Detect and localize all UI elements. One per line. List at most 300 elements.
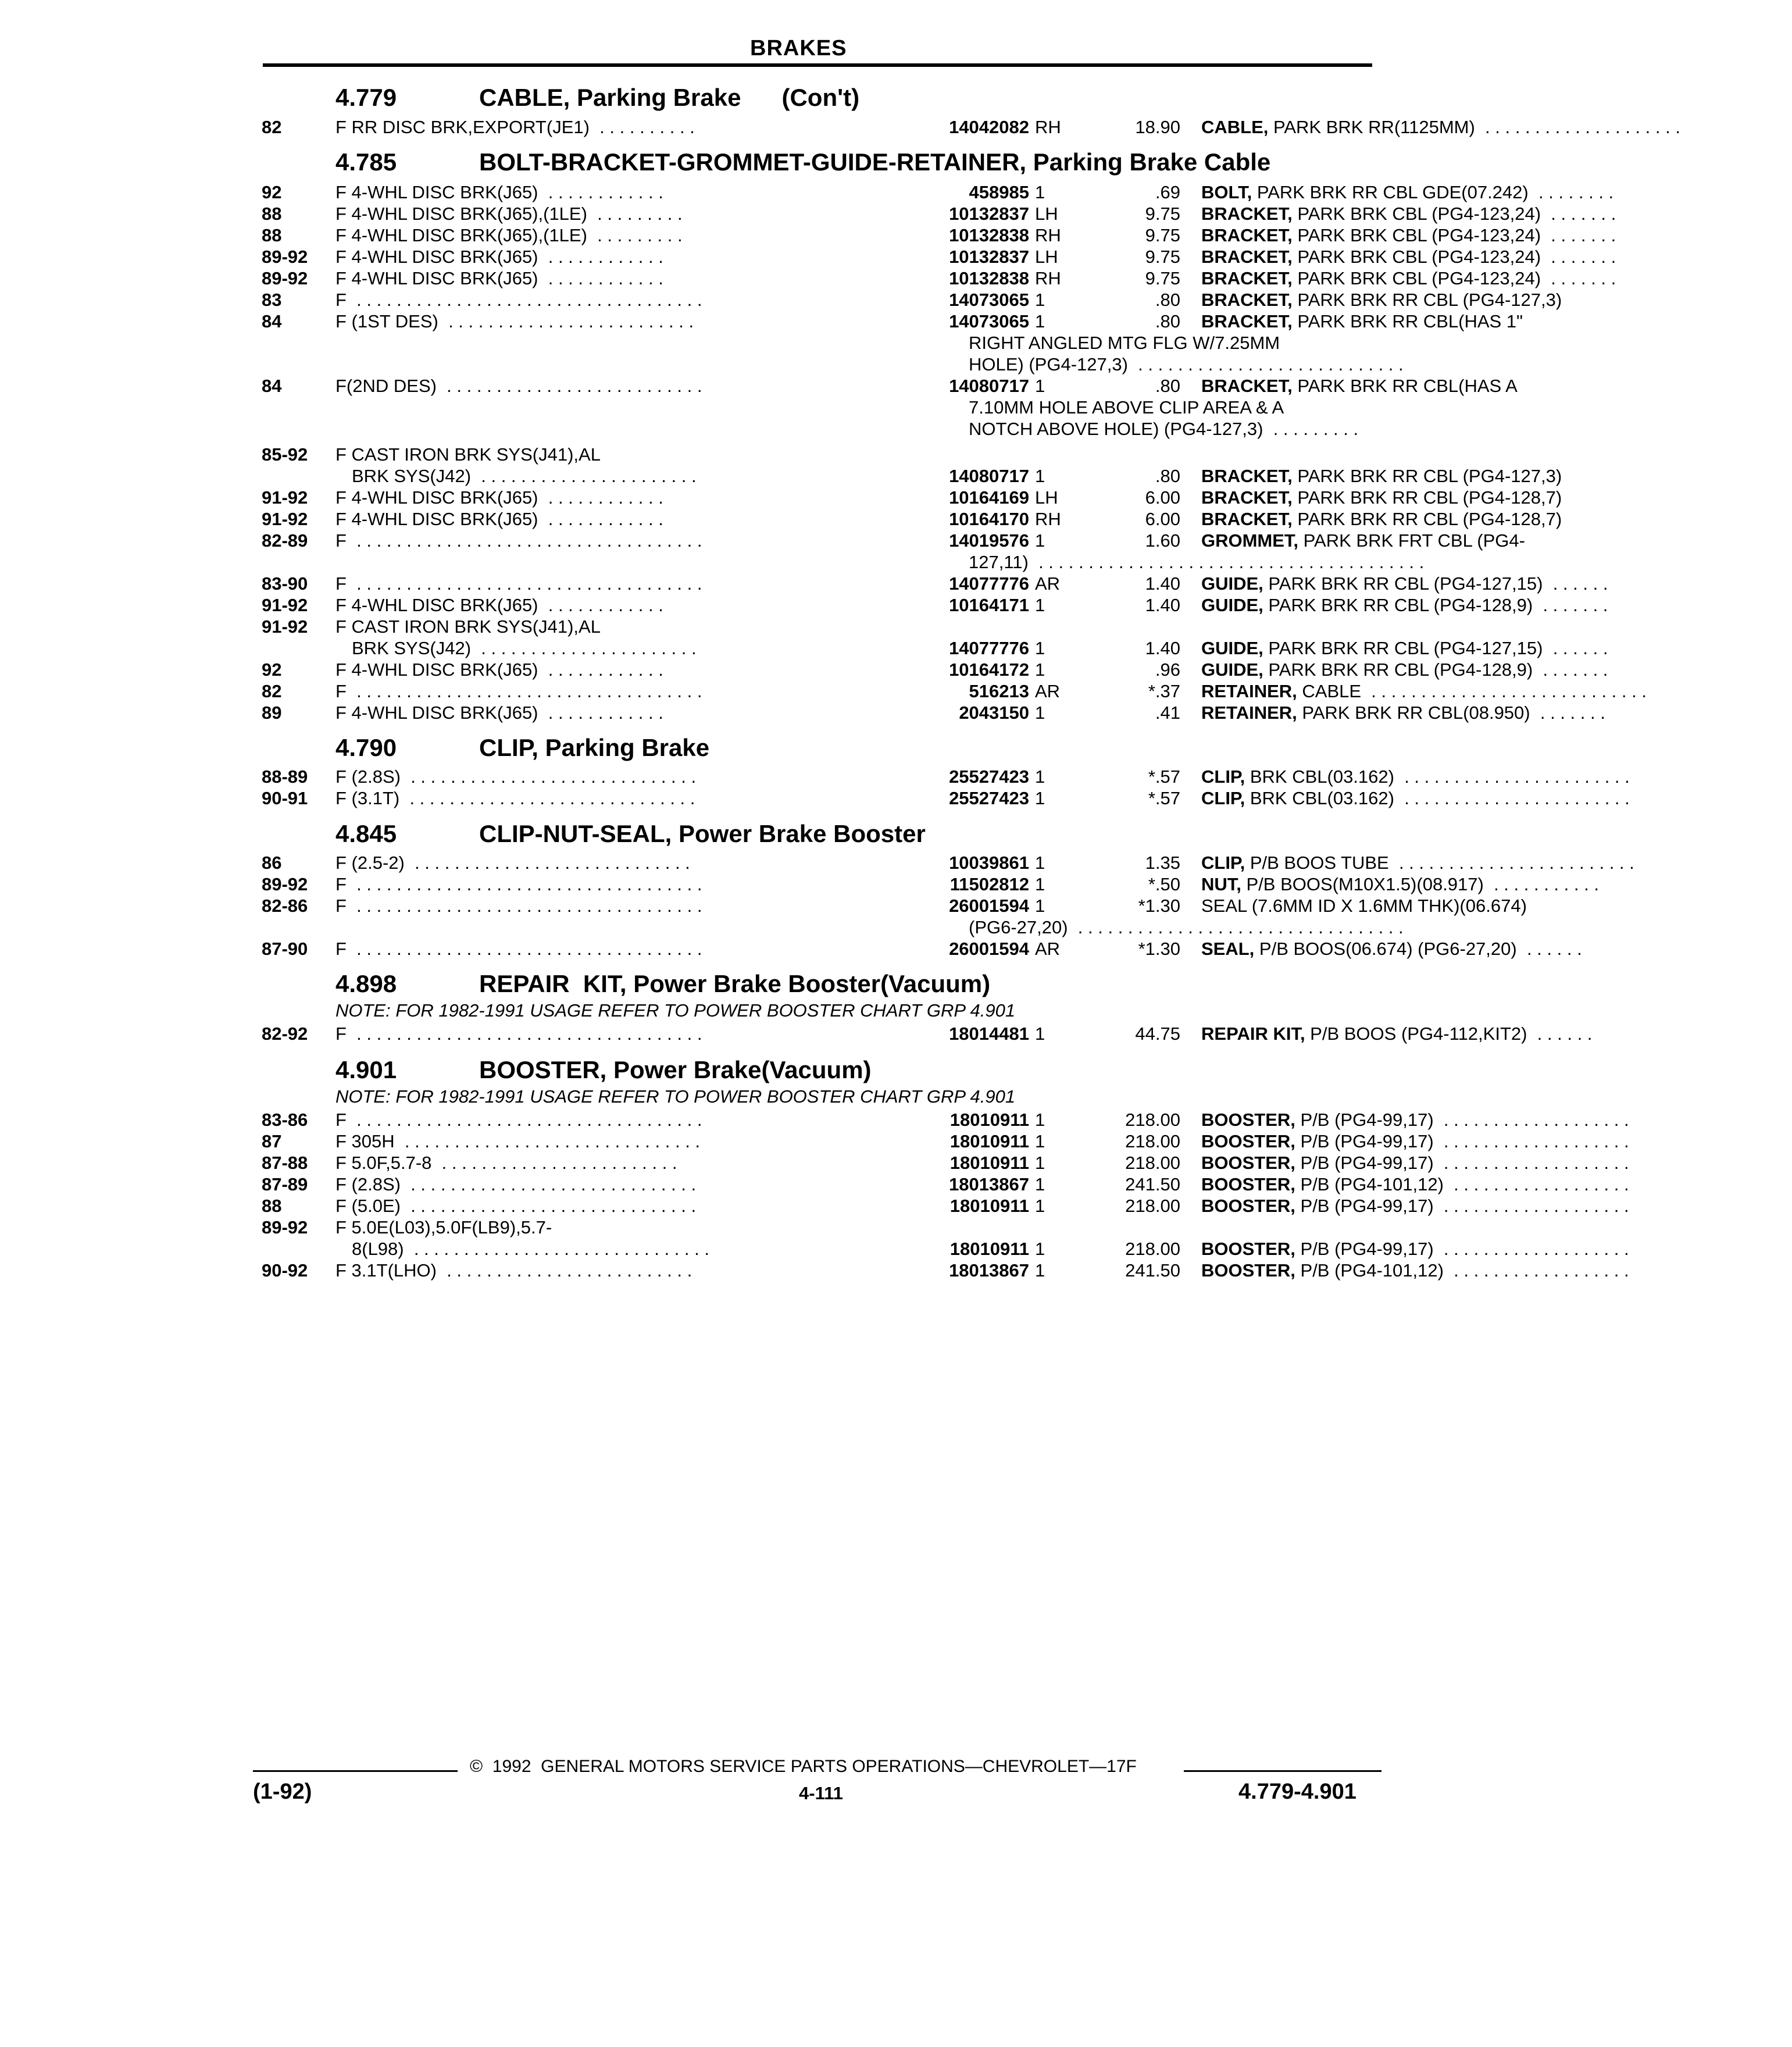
item-name: BOOSTER, xyxy=(1201,1174,1295,1194)
footer-copyright: © 1992 GENERAL MOTORS SERVICE PARTS OPERATIONS—CHEVROLET—17F xyxy=(470,1757,1137,1776)
row-years: 90-91 xyxy=(262,788,308,808)
parts-row xyxy=(262,573,1608,594)
row-years: 91-92 xyxy=(262,509,308,529)
section-heading xyxy=(335,820,926,848)
item-name: BRACKET, xyxy=(1201,204,1293,224)
parts-row xyxy=(262,873,1599,895)
row-part-number: 10039861 xyxy=(843,852,1029,873)
parts-row xyxy=(262,1174,1629,1195)
item-name: BRACKET, xyxy=(1201,509,1293,529)
row-years: 87 xyxy=(262,1131,282,1151)
row-years: 88 xyxy=(262,225,282,245)
row-quantity: 1 xyxy=(1035,874,1045,894)
usage-continuation: 8(L98) . . . . . . . . . . . . . . . . . . . . . . . . . . . . . . xyxy=(352,1239,709,1259)
description-continuation: 7.10MM HOLE ABOVE CLIP AREA & A xyxy=(969,397,1284,418)
item-name: GUIDE, xyxy=(1201,638,1263,658)
description-continuation: HOLE) (PG4-127,3) . . . . . . . . . . . . . . . . . . . . . . . . . . . xyxy=(969,354,1404,375)
parts-row xyxy=(262,116,1680,138)
header-rule xyxy=(263,63,1372,67)
row-part-number: 10164171 xyxy=(843,594,1029,616)
row-part-number: 18010911 xyxy=(843,1109,1029,1131)
row-description: BOOSTER, P/B (PG4-99,17) . . . . . . . . . . . . . . . . . . . xyxy=(1201,1239,1629,1259)
parts-row xyxy=(262,895,1527,916)
parts-row xyxy=(262,787,1630,809)
row-usage: F (2.8S) . . . . . . . . . . . . . . . . . . . . . . . . . . . . . xyxy=(335,766,697,787)
row-usage: F 4-WHL DISC BRK(J65) . . . . . . . . . . . . xyxy=(335,268,663,288)
item-name: BRACKET, xyxy=(1201,311,1293,331)
row-usage: F . . . . . . . . . . . . . . . . . . . . . . . . . . . . . . . . . . . xyxy=(335,573,702,594)
row-quantity: LH xyxy=(1035,487,1058,508)
row-description: BRACKET, PARK BRK CBL (PG4-123,24) . . . . . . . xyxy=(1201,247,1616,267)
row-description: BRACKET, PARK BRK CBL (PG4-123,24) . . . . . . . xyxy=(1201,225,1616,245)
row-price: *1.30 xyxy=(1138,896,1180,916)
page-number: 4-111 xyxy=(799,1783,843,1803)
parts-row xyxy=(262,487,1562,508)
section-title: BOOSTER, Power Brake(Vacuum) xyxy=(479,1056,872,1083)
row-part-number: 14080717 xyxy=(843,465,1029,487)
row-description: GUIDE, PARK BRK RR CBL (PG4-127,15) . . . . . . xyxy=(1201,638,1608,658)
row-description: BOOSTER, P/B (PG4-99,17) . . . . . . . . . . . . . . . . . . . xyxy=(1201,1153,1629,1173)
row-price: 6.00 xyxy=(1145,487,1180,508)
row-part-number: 18010911 xyxy=(843,1152,1029,1174)
parts-row xyxy=(262,1131,1629,1152)
item-name: REPAIR KIT, xyxy=(1201,1024,1305,1044)
parts-row xyxy=(262,766,1630,787)
row-price: 6.00 xyxy=(1145,509,1180,529)
row-years: 84 xyxy=(262,311,282,331)
row-part-number: 26001594 xyxy=(843,938,1029,960)
row-usage: F 3.1T(LHO) . . . . . . . . . . . . . . . . . . . . . . . . . xyxy=(335,1260,692,1281)
row-usage: F . . . . . . . . . . . . . . . . . . . . . . . . . . . . . . . . . . . xyxy=(335,290,702,310)
row-quantity: 1 xyxy=(1035,788,1045,808)
parts-row xyxy=(262,1217,1373,1238)
row-usage: F . . . . . . . . . . . . . . . . . . . . . . . . . . . . . . . . . . . xyxy=(335,530,702,551)
row-description: SEAL (7.6MM ID X 1.6MM THK)(06.674) xyxy=(1201,896,1527,916)
row-years: 82-86 xyxy=(262,896,308,916)
section-title: REPAIR KIT, Power Brake Booster(Vacuum) xyxy=(479,970,991,997)
parts-row xyxy=(262,702,1605,723)
item-name: CABLE, xyxy=(1201,117,1269,137)
row-description: BRACKET, PARK BRK RR CBL (PG4-127,3) xyxy=(1201,290,1562,310)
row-years: 84 xyxy=(262,376,282,396)
row-part-number: 10132837 xyxy=(843,203,1029,224)
parts-row xyxy=(262,616,1373,637)
footer-rule xyxy=(1184,1770,1382,1772)
row-usage: F 5.0E(L03),5.0F(LB9),5.7- xyxy=(335,1217,552,1238)
parts-row xyxy=(262,680,1647,702)
parts-row xyxy=(262,1023,1593,1044)
row-price: *.57 xyxy=(1148,766,1180,787)
row-quantity: 1 xyxy=(1035,702,1045,723)
row-price: .69 xyxy=(1155,182,1180,202)
row-price: .41 xyxy=(1155,702,1180,723)
row-price: 218.00 xyxy=(1125,1110,1180,1130)
row-description: NUT, P/B BOOS(M10X1.5)(08.917) . . . . . . . . . . . xyxy=(1201,874,1599,894)
row-quantity: 1 xyxy=(1035,766,1045,787)
parts-row xyxy=(262,268,1616,289)
row-part-number: 18010911 xyxy=(843,1195,1029,1217)
row-years: 88 xyxy=(262,1196,282,1216)
row-part-number: 14077776 xyxy=(843,637,1029,659)
parts-row xyxy=(262,311,1523,332)
row-part-number: 10164169 xyxy=(843,487,1029,508)
row-description: CABLE, PARK BRK RR(1125MM) . . . . . . . . . . . . . . . . . . . . xyxy=(1201,117,1680,137)
row-years: 92 xyxy=(262,659,282,680)
row-description: BOOSTER, P/B (PG4-99,17) . . . . . . . . . . . . . . . . . . . xyxy=(1201,1196,1629,1216)
row-years: 91-92 xyxy=(262,487,308,508)
row-price: *.37 xyxy=(1148,681,1180,701)
row-usage: F 4-WHL DISC BRK(J65) . . . . . . . . . . . . xyxy=(335,182,663,202)
row-usage: F . . . . . . . . . . . . . . . . . . . . . . . . . . . . . . . . . . . xyxy=(335,874,702,894)
parts-row xyxy=(262,1260,1629,1281)
row-quantity: 1 xyxy=(1035,853,1045,873)
item-name: BOLT, xyxy=(1201,182,1252,202)
row-usage: F 5.0F,5.7-8 . . . . . . . . . . . . . . . . . . . . . . . . xyxy=(335,1153,677,1173)
row-usage: F 4-WHL DISC BRK(J65) . . . . . . . . . . . . xyxy=(335,702,663,723)
row-price: *1.30 xyxy=(1138,939,1180,959)
item-name: GROMMET, xyxy=(1201,530,1299,551)
row-usage: F 4-WHL DISC BRK(J65) . . . . . . . . . . . . xyxy=(335,247,663,267)
row-quantity: 1 xyxy=(1035,896,1045,916)
row-description: GUIDE, PARK BRK RR CBL (PG4-128,9) . . . . . . . xyxy=(1201,595,1608,615)
item-name: GUIDE, xyxy=(1201,573,1263,594)
row-years: 87-89 xyxy=(262,1174,308,1194)
row-part-number: 10132837 xyxy=(843,246,1029,268)
row-price: 9.75 xyxy=(1145,225,1180,245)
item-name: BOOSTER, xyxy=(1201,1260,1295,1281)
usage-note: NOTE: FOR 1982-1991 USAGE REFER TO POWER BOOSTER CHART GRP 4.901 xyxy=(335,1000,1016,1021)
row-description: BRACKET, PARK BRK RR CBL(HAS A xyxy=(1201,376,1518,396)
row-description: CLIP, BRK CBL(03.162) . . . . . . . . . . . . . . . . . . . . . . . xyxy=(1201,766,1630,787)
item-name: BRACKET, xyxy=(1201,247,1293,267)
row-usage: F (5.0E) . . . . . . . . . . . . . . . . . . . . . . . . . . . . . xyxy=(335,1196,697,1216)
row-price: .80 xyxy=(1155,376,1180,396)
row-years: 87-90 xyxy=(262,939,308,959)
row-price: .96 xyxy=(1155,659,1180,680)
footer-rule xyxy=(253,1770,458,1772)
footer-date: (1-92) xyxy=(253,1779,312,1804)
row-part-number: 18014481 xyxy=(843,1023,1029,1044)
row-part-number: 14077776 xyxy=(843,573,1029,594)
row-quantity: 1 xyxy=(1035,466,1045,486)
row-years: 89-92 xyxy=(262,247,308,267)
row-usage: F 4-WHL DISC BRK(J65),(1LE) . . . . . . . . . xyxy=(335,204,683,224)
row-description: BOLT, PARK BRK RR CBL GDE(07.242) . . . . . . . . xyxy=(1201,182,1614,202)
usage-continuation: BRK SYS(J42) . . . . . . . . . . . . . . . . . . . . . . xyxy=(352,466,697,486)
row-years: 87-88 xyxy=(262,1153,308,1173)
row-description: GUIDE, PARK BRK RR CBL (PG4-128,9) . . . . . . . xyxy=(1201,659,1608,680)
row-part-number: 14080717 xyxy=(843,375,1029,397)
row-description: SEAL, P/B BOOS(06.674) (PG6-27,20) . . . . . . xyxy=(1201,939,1582,959)
row-usage: F 4-WHL DISC BRK(J65) . . . . . . . . . . . . xyxy=(335,487,663,508)
row-usage: F (1ST DES) . . . . . . . . . . . . . . . . . . . . . . . . . xyxy=(335,311,694,331)
row-years: 89-92 xyxy=(262,268,308,288)
row-quantity: AR xyxy=(1035,939,1061,959)
row-usage: F . . . . . . . . . . . . . . . . . . . . . . . . . . . . . . . . . . . xyxy=(335,939,702,959)
row-usage: F . . . . . . . . . . . . . . . . . . . . . . . . . . . . . . . . . . . xyxy=(335,1024,702,1044)
row-description: BRACKET, PARK BRK RR CBL(HAS 1" xyxy=(1201,311,1523,331)
row-price: 1.35 xyxy=(1145,853,1180,873)
section-heading xyxy=(335,970,990,998)
row-part-number: 14073065 xyxy=(843,289,1029,311)
row-quantity: 1 xyxy=(1035,1174,1045,1194)
row-quantity: 1 xyxy=(1035,530,1045,551)
row-years: 82-92 xyxy=(262,1024,308,1044)
row-description: CLIP, P/B BOOS TUBE . . . . . . . . . . . . . . . . . . . . . . . . xyxy=(1201,853,1634,873)
row-price: .80 xyxy=(1155,311,1180,331)
row-price: 44.75 xyxy=(1135,1024,1180,1044)
group-range: 4.779-4.901 xyxy=(1238,1779,1357,1804)
parts-row xyxy=(262,444,1373,465)
row-part-number: 10164170 xyxy=(843,508,1029,530)
row-description: CLIP, BRK CBL(03.162) . . . . . . . . . . . . . . . . . . . . . . . xyxy=(1201,788,1630,808)
description-continuation: NOTCH ABOVE HOLE) (PG4-127,3) . . . . . . . . . xyxy=(969,419,1359,439)
row-price: 18.90 xyxy=(1135,117,1180,137)
row-description: BOOSTER, P/B (PG4-99,17) . . . . . . . . . . . . . . . . . . . xyxy=(1201,1131,1629,1151)
row-usage: F . . . . . . . . . . . . . . . . . . . . . . . . . . . . . . . . . . . xyxy=(335,681,702,701)
row-quantity: RH xyxy=(1035,509,1061,529)
parts-row xyxy=(262,181,1614,203)
section-heading xyxy=(335,148,1270,176)
row-price: .80 xyxy=(1155,466,1180,486)
row-years: 86 xyxy=(262,853,282,873)
row-quantity: 1 xyxy=(1035,1239,1045,1259)
row-quantity: RH xyxy=(1035,268,1061,288)
row-quantity: AR xyxy=(1035,573,1061,594)
row-quantity: 1 xyxy=(1035,1131,1045,1151)
row-description: BOOSTER, P/B (PG4-101,12) . . . . . . . . . . . . . . . . . . xyxy=(1201,1260,1629,1281)
row-quantity: RH xyxy=(1035,225,1061,245)
row-description: BRACKET, PARK BRK RR CBL (PG4-127,3) xyxy=(1201,466,1562,486)
row-price: 9.75 xyxy=(1145,204,1180,224)
row-years: 82 xyxy=(262,681,282,701)
section-number: 4.898 xyxy=(335,970,397,997)
parts-row xyxy=(262,224,1616,246)
row-usage: F CAST IRON BRK SYS(J41),AL xyxy=(335,444,601,465)
row-description: BOOSTER, P/B (PG4-99,17) . . . . . . . . . . . . . . . . . . . xyxy=(1201,1110,1629,1130)
row-years: 92 xyxy=(262,182,282,202)
row-quantity: 1 xyxy=(1035,376,1045,396)
row-price: 1.40 xyxy=(1145,573,1180,594)
row-price: 1.40 xyxy=(1145,595,1180,615)
item-name: BRACKET, xyxy=(1201,268,1293,288)
row-part-number: 14073065 xyxy=(843,311,1029,332)
row-years: 89 xyxy=(262,702,282,723)
row-usage: F 4-WHL DISC BRK(J65),(1LE) . . . . . . . . . xyxy=(335,225,683,245)
section-number: 4.779 xyxy=(335,84,397,111)
item-name: GUIDE, xyxy=(1201,659,1263,680)
row-part-number: 10132838 xyxy=(843,268,1029,289)
row-quantity: 1 xyxy=(1035,1260,1045,1281)
row-usage: F 4-WHL DISC BRK(J65) . . . . . . . . . . . . xyxy=(335,595,663,615)
description-continuation: (PG6-27,20) . . . . . . . . . . . . . . . . . . . . . . . . . . . . . . . . . xyxy=(969,917,1404,937)
row-usage: F 4-WHL DISC BRK(J65) . . . . . . . . . . . . xyxy=(335,659,663,680)
item-name: CLIP, xyxy=(1201,853,1245,873)
item-name: BRACKET, xyxy=(1201,376,1293,396)
row-years: 88 xyxy=(262,204,282,224)
row-usage: F . . . . . . . . . . . . . . . . . . . . . . . . . . . . . . . . . . . xyxy=(335,896,702,916)
row-description: GUIDE, PARK BRK RR CBL (PG4-127,15) . . . . . . xyxy=(1201,573,1608,594)
row-years: 89-92 xyxy=(262,1217,308,1238)
row-price: 9.75 xyxy=(1145,268,1180,288)
parts-row xyxy=(262,203,1616,224)
item-name: BRACKET, xyxy=(1201,290,1293,310)
row-usage: F (2.5-2) . . . . . . . . . . . . . . . . . . . . . . . . . . . . xyxy=(335,853,690,873)
description-continuation: 127,11) . . . . . . . . . . . . . . . . . . . . . . . . . . . . . . . . . . . . . . . xyxy=(969,552,1425,572)
item-name: SEAL, xyxy=(1201,939,1255,959)
row-part-number: 26001594 xyxy=(843,895,1029,916)
parts-row xyxy=(262,289,1562,311)
row-part-number: 458985 xyxy=(843,181,1029,203)
item-name: RETAINER, xyxy=(1201,681,1297,701)
row-description: BRACKET, PARK BRK CBL (PG4-123,24) . . . . . . . xyxy=(1201,268,1616,288)
row-description: RETAINER, PARK BRK RR CBL(08.950) . . . . . . . xyxy=(1201,702,1605,723)
section-heading xyxy=(335,734,709,762)
row-years: 83-86 xyxy=(262,1110,308,1130)
row-part-number: 18010911 xyxy=(843,1131,1029,1152)
row-price: 218.00 xyxy=(1125,1239,1180,1259)
item-name: CLIP, xyxy=(1201,788,1245,808)
item-name: BOOSTER, xyxy=(1201,1110,1295,1130)
parts-row xyxy=(262,1195,1629,1217)
row-price: 1.60 xyxy=(1145,530,1180,551)
row-price: 218.00 xyxy=(1125,1196,1180,1216)
row-years: 82 xyxy=(262,117,282,137)
row-part-number: 25527423 xyxy=(843,787,1029,809)
parts-row xyxy=(262,594,1608,616)
parts-row xyxy=(262,659,1608,680)
row-part-number: 14042082 xyxy=(843,116,1029,138)
row-years: 89-92 xyxy=(262,874,308,894)
usage-continuation: BRK SYS(J42) . . . . . . . . . . . . . . . . . . . . . . xyxy=(352,638,697,658)
row-quantity: 1 xyxy=(1035,1196,1045,1216)
row-part-number: 25527423 xyxy=(843,766,1029,787)
row-usage: F 305H . . . . . . . . . . . . . . . . . . . . . . . . . . . . . . xyxy=(335,1131,701,1151)
row-quantity: RH xyxy=(1035,117,1061,137)
row-price: 241.50 xyxy=(1125,1174,1180,1194)
item-name: BRACKET, xyxy=(1201,466,1293,486)
row-price: 218.00 xyxy=(1125,1153,1180,1173)
row-years: 82-89 xyxy=(262,530,308,551)
row-quantity: AR xyxy=(1035,681,1061,701)
item-name: BOOSTER, xyxy=(1201,1131,1295,1151)
section-title: CLIP-NUT-SEAL, Power Brake Booster xyxy=(479,820,926,847)
parts-row xyxy=(262,1109,1629,1131)
parts-row xyxy=(262,246,1616,268)
row-usage: F (3.1T) . . . . . . . . . . . . . . . . . . . . . . . . . . . . . xyxy=(335,788,695,808)
item-name: BOOSTER, xyxy=(1201,1196,1295,1216)
row-years: 91-92 xyxy=(262,595,308,615)
row-quantity: 1 xyxy=(1035,595,1045,615)
parts-row xyxy=(262,1152,1629,1174)
row-usage: F RR DISC BRK,EXPORT(JE1) . . . . . . . . . . xyxy=(335,117,695,137)
row-price: .80 xyxy=(1155,290,1180,310)
item-name: GUIDE, xyxy=(1201,595,1263,615)
item-name: RETAINER, xyxy=(1201,702,1297,723)
row-quantity: 1 xyxy=(1035,659,1045,680)
row-part-number: 10164172 xyxy=(843,659,1029,680)
section-number: 4.845 xyxy=(335,820,397,847)
parts-row xyxy=(262,530,1525,551)
item-name: BOOSTER, xyxy=(1201,1153,1295,1173)
row-part-number: 18013867 xyxy=(843,1260,1029,1281)
row-quantity: 1 xyxy=(1035,1110,1045,1130)
row-quantity: 1 xyxy=(1035,290,1045,310)
usage-note: NOTE: FOR 1982-1991 USAGE REFER TO POWER BOOSTER CHART GRP 4.901 xyxy=(335,1086,1016,1107)
section-heading xyxy=(335,84,859,112)
section-number: 4.785 xyxy=(335,148,397,176)
row-price: 241.50 xyxy=(1125,1260,1180,1281)
row-part-number: 14019576 xyxy=(843,530,1029,551)
row-quantity: 1 xyxy=(1035,1153,1045,1173)
row-price: 218.00 xyxy=(1125,1131,1180,1151)
row-usage: F CAST IRON BRK SYS(J41),AL xyxy=(335,616,601,637)
row-description: BRACKET, PARK BRK RR CBL (PG4-128,7) xyxy=(1201,487,1562,508)
row-usage: F (2.8S) . . . . . . . . . . . . . . . . . . . . . . . . . . . . . xyxy=(335,1174,697,1194)
item-name: BRACKET, xyxy=(1201,487,1293,508)
row-description: BRACKET, PARK BRK RR CBL (PG4-128,7) xyxy=(1201,509,1562,529)
row-years: 90-92 xyxy=(262,1260,308,1281)
row-years: 83 xyxy=(262,290,282,310)
row-description: REPAIR KIT, P/B BOOS (PG4-112,KIT2) . . . . . . xyxy=(1201,1024,1593,1044)
row-years: 91-92 xyxy=(262,616,308,637)
row-years: 88-89 xyxy=(262,766,308,787)
section-title: CLIP, Parking Brake xyxy=(479,734,710,761)
section-title: BOLT-BRACKET-GROMMET-GUIDE-RETAINER, Parking Brake Cable xyxy=(479,148,1271,176)
section-number: 4.790 xyxy=(335,734,397,761)
row-quantity: LH xyxy=(1035,204,1058,224)
row-price: 9.75 xyxy=(1145,247,1180,267)
section-title: CABLE, Parking Brake (Con't) xyxy=(479,84,860,111)
row-part-number: 516213 xyxy=(843,680,1029,702)
section-heading xyxy=(335,1056,872,1084)
row-quantity: 1 xyxy=(1035,182,1045,202)
row-part-number: 18010911 xyxy=(843,1238,1029,1260)
row-years: 83-90 xyxy=(262,573,308,594)
row-quantity: LH xyxy=(1035,247,1058,267)
row-price: *.57 xyxy=(1148,788,1180,808)
row-description: GROMMET, PARK BRK FRT CBL (PG4- xyxy=(1201,530,1525,551)
row-description: BOOSTER, P/B (PG4-101,12) . . . . . . . . . . . . . . . . . . xyxy=(1201,1174,1629,1194)
row-years: 85-92 xyxy=(262,444,308,465)
row-quantity: 1 xyxy=(1035,638,1045,658)
row-price: 1.40 xyxy=(1145,638,1180,658)
row-price: *.50 xyxy=(1148,874,1180,894)
row-description: BRACKET, PARK BRK CBL (PG4-123,24) . . . . . . . xyxy=(1201,204,1616,224)
item-name: NUT, xyxy=(1201,874,1241,894)
row-part-number: 11502812 xyxy=(843,873,1029,895)
row-part-number: 18013867 xyxy=(843,1174,1029,1195)
item-name: BRACKET, xyxy=(1201,225,1293,245)
page-header: BRAKES xyxy=(750,36,847,60)
row-part-number: 2043150 xyxy=(843,702,1029,723)
row-usage: F . . . . . . . . . . . . . . . . . . . . . . . . . . . . . . . . . . . xyxy=(335,1110,702,1130)
row-usage: F 4-WHL DISC BRK(J65) . . . . . . . . . . . . xyxy=(335,509,663,529)
parts-row xyxy=(262,375,1518,397)
item-name: BOOSTER, xyxy=(1201,1239,1295,1259)
parts-row xyxy=(262,508,1562,530)
item-name: CLIP, xyxy=(1201,766,1245,787)
row-quantity: 1 xyxy=(1035,1024,1045,1044)
description-continuation: RIGHT ANGLED MTG FLG W/7.25MM xyxy=(969,333,1280,353)
row-part-number: 10132838 xyxy=(843,224,1029,246)
parts-row xyxy=(262,938,1582,960)
row-usage: F(2ND DES) . . . . . . . . . . . . . . . . . . . . . . . . . . xyxy=(335,376,702,396)
row-quantity: 1 xyxy=(1035,311,1045,331)
section-number: 4.901 xyxy=(335,1056,397,1083)
row-description: RETAINER, CABLE . . . . . . . . . . . . . . . . . . . . . . . . . . . . xyxy=(1201,681,1647,701)
parts-row xyxy=(262,852,1634,873)
